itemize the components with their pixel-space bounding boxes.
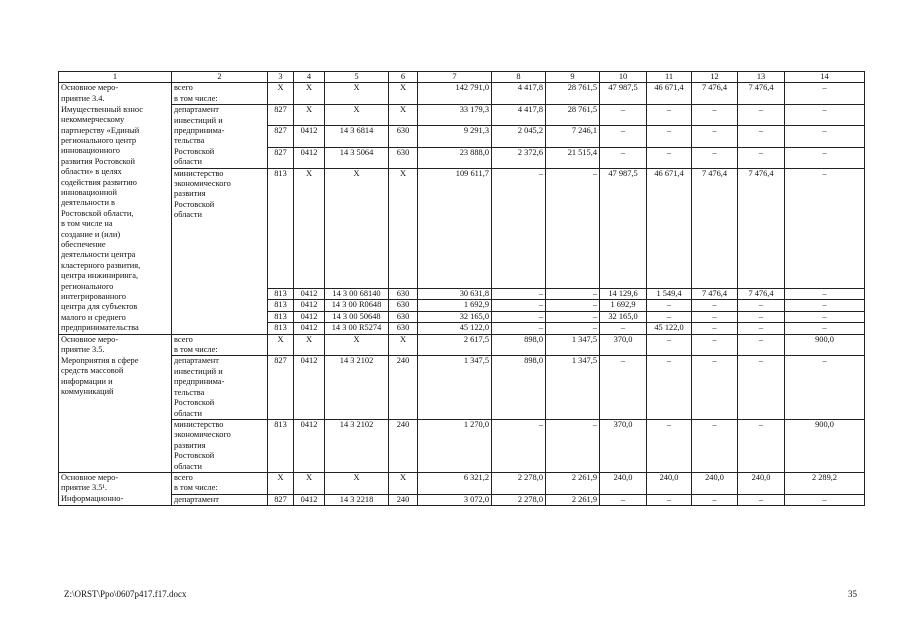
cell-col-9: 7 246,1 <box>546 126 600 147</box>
cell-col-6: 240 <box>389 494 418 505</box>
cell-text-line: Мероприятия в сфере <box>61 355 139 365</box>
cell-text-line: обеспечение <box>61 240 106 249</box>
cell-col-4: 0412 <box>294 494 325 505</box>
cell-col-8: 2 278,0 <box>492 472 546 494</box>
cell-col-13: – <box>738 334 785 356</box>
cell-text-line: регионального <box>61 281 114 291</box>
cell-text-line: в том числе: <box>174 345 218 355</box>
cell-col-5: Х <box>325 168 389 288</box>
cell-col-8: 898,0 <box>492 356 546 419</box>
cell-col-10: 370,0 <box>600 419 647 472</box>
cell-text-line: центра инжиниринга, <box>61 271 139 281</box>
cell-col-13: 7 476,4 <box>738 168 785 288</box>
header-col-3: 3 <box>268 72 294 83</box>
cell-col-13: – <box>738 147 785 168</box>
cell-col-14: – <box>785 289 865 300</box>
cell-col-13: – <box>738 300 785 311</box>
cell-col-12: – <box>692 494 738 505</box>
header-col-9: 9 <box>546 72 600 83</box>
cell-text-line: области <box>174 210 202 220</box>
cell-text-line: тельства <box>174 387 205 397</box>
header-col-11: 11 <box>647 72 692 83</box>
cell-col-6: Х <box>389 472 418 494</box>
cell-col-9: – <box>546 311 600 322</box>
cell-col-10: – <box>600 126 647 147</box>
cell-col-12: – <box>692 323 738 334</box>
cell-col-7: 3 072,0 <box>418 494 492 505</box>
cell-col-14: – <box>785 147 865 168</box>
cell-col-12: – <box>692 419 738 472</box>
cell-col-6: 630 <box>389 300 418 311</box>
cell-col-11: 45 122,0 <box>647 323 692 334</box>
cell-text-line: развития <box>174 440 206 450</box>
cell-col-9: 28 761,5 <box>546 105 600 126</box>
cell-col-7: 2 617,5 <box>418 334 492 356</box>
measure-3-5-1-description <box>59 494 172 505</box>
total-label <box>172 472 268 494</box>
cell-col-8: – <box>492 311 546 322</box>
cell-col-3: 827 <box>268 105 294 126</box>
cell-text-line: предпринима- <box>174 377 225 387</box>
cell-col-13: – <box>738 126 785 147</box>
cell-text-line: инновационной <box>61 187 117 197</box>
cell-col-5: 14 3 00 R5274 <box>325 323 389 334</box>
cell-text-line: средств массовой <box>61 366 124 376</box>
cell-text-line: Основное меро- <box>61 334 119 344</box>
table-row <box>59 168 865 288</box>
cell-text-line: Ростовской области, <box>61 208 134 218</box>
cell-text-line: Ростовской <box>174 146 215 156</box>
cell-col-7: 33 179,3 <box>418 105 492 126</box>
budget-table <box>58 71 865 506</box>
header-col-10: 10 <box>600 72 647 83</box>
cell-col-13: – <box>738 311 785 322</box>
header-col-1: 1 <box>59 72 172 83</box>
cell-col-8: – <box>492 289 546 300</box>
cell-col-9: 1 347,5 <box>546 334 600 356</box>
total-label <box>172 83 268 105</box>
cell-text-line: экономического <box>174 179 231 189</box>
cell-col-12: 7 476,4 <box>692 289 738 300</box>
cell-col-12: 7 476,4 <box>692 168 738 288</box>
cell-col-6: Х <box>389 83 418 105</box>
measure-3-4-description <box>59 105 172 334</box>
cell-text-line: области <box>174 157 202 167</box>
page-number: 35 <box>848 589 857 599</box>
cell-col-5: Х <box>325 334 389 356</box>
cell-text-line: департамент <box>174 494 219 504</box>
cell-text-line: области <box>174 461 202 471</box>
cell-col-4: 0412 <box>294 147 325 168</box>
table-row <box>59 419 865 472</box>
cell-col-11: – <box>647 356 692 419</box>
cell-col-4: Х <box>294 83 325 105</box>
measure-3-5-1-title <box>59 472 172 494</box>
cell-text-line: всего <box>174 83 193 93</box>
cell-col-3: Х <box>268 334 294 356</box>
cell-col-5: 14 3 00 68140 <box>325 289 389 300</box>
cell-col-3: Х <box>268 83 294 105</box>
cell-col-8: – <box>492 419 546 472</box>
cell-col-10: 14 129,6 <box>600 289 647 300</box>
cell-col-7: 9 291,3 <box>418 126 492 147</box>
cell-col-3: 813 <box>268 323 294 334</box>
header-col-6: 6 <box>389 72 418 83</box>
cell-text-line: области <box>174 408 202 418</box>
cell-col-10: – <box>600 356 647 419</box>
cell-col-10: 240,0 <box>600 472 647 494</box>
cell-col-14: – <box>785 83 865 105</box>
cell-col-11: – <box>647 419 692 472</box>
cell-col-3: 813 <box>268 419 294 472</box>
ministry-economic-label <box>172 168 268 334</box>
cell-col-5: 14 3 2218 <box>325 494 389 505</box>
cell-col-11: – <box>647 126 692 147</box>
cell-col-12: – <box>692 311 738 322</box>
cell-col-13: 240,0 <box>738 472 785 494</box>
cell-col-10: – <box>600 105 647 126</box>
cell-text-line: информации и <box>61 376 113 386</box>
department-label <box>172 494 268 505</box>
cell-text-line: некоммерческому <box>61 115 125 125</box>
measure-3-4-title <box>59 83 172 105</box>
cell-col-5: 14 3 2102 <box>325 419 389 472</box>
cell-col-6: 240 <box>389 419 418 472</box>
cell-col-3: 813 <box>268 300 294 311</box>
cell-col-4: 0412 <box>294 311 325 322</box>
cell-text-line: центра для субъектов <box>61 302 138 312</box>
cell-text-line: области» в целях <box>61 167 122 177</box>
cell-col-14: – <box>785 105 865 126</box>
header-col-12: 12 <box>692 72 738 83</box>
cell-col-8: 898,0 <box>492 334 546 356</box>
cell-text-line: Ростовской <box>174 451 215 461</box>
cell-col-4: 0412 <box>294 419 325 472</box>
header-col-14: 14 <box>785 72 865 83</box>
cell-col-5: 14 3 6814 <box>325 126 389 147</box>
cell-col-14: – <box>785 494 865 505</box>
cell-col-9: – <box>546 419 600 472</box>
cell-text-line: создание и (или) <box>61 229 121 239</box>
cell-col-5: 14 3 5064 <box>325 147 389 168</box>
cell-text-line: предпринимательства <box>61 323 139 333</box>
ministry-economic-label <box>172 419 268 472</box>
cell-col-4: Х <box>294 168 325 288</box>
cell-col-4: 0412 <box>294 356 325 419</box>
cell-col-7: 1 347,5 <box>418 356 492 419</box>
cell-col-6: 630 <box>389 147 418 168</box>
cell-col-7: 6 321,2 <box>418 472 492 494</box>
cell-col-6: 630 <box>389 289 418 300</box>
total-label <box>172 334 268 356</box>
cell-col-5: 14 3 2102 <box>325 356 389 419</box>
cell-col-14: – <box>785 126 865 147</box>
table-row <box>59 356 865 419</box>
cell-col-12: – <box>692 126 738 147</box>
cell-text-line: Основное меро- <box>61 472 119 482</box>
table-row <box>59 83 865 105</box>
cell-col-4: 0412 <box>294 300 325 311</box>
cell-text-line: интегрированного <box>61 292 126 302</box>
cell-col-7: 1 270,0 <box>418 419 492 472</box>
header-col-13: 13 <box>738 72 785 83</box>
cell-col-13: – <box>738 323 785 334</box>
cell-col-10: 47 987,5 <box>600 83 647 105</box>
cell-col-4: 0412 <box>294 126 325 147</box>
cell-text-line: партнерству «Единый <box>61 125 140 135</box>
cell-col-5: 14 3 00 R0648 <box>325 300 389 311</box>
cell-text-line: департамент <box>174 356 219 366</box>
cell-col-7: 109 611,7 <box>418 168 492 288</box>
cell-text-line: малого и среднего <box>61 312 126 322</box>
measure-3-5-title <box>59 334 172 356</box>
cell-col-14: – <box>785 356 865 419</box>
cell-text-line: коммуникаций <box>61 387 114 397</box>
cell-col-10: 370,0 <box>600 334 647 356</box>
cell-text-line: Основное меро- <box>61 83 119 93</box>
cell-col-6: 240 <box>389 356 418 419</box>
cell-col-8: 4 417,8 <box>492 105 546 126</box>
cell-col-13: – <box>738 419 785 472</box>
cell-col-10: 1 692,9 <box>600 300 647 311</box>
cell-text-line: министерство <box>174 168 224 178</box>
cell-col-4: 0412 <box>294 289 325 300</box>
cell-col-7: 23 888,0 <box>418 147 492 168</box>
header-col-7: 7 <box>418 72 492 83</box>
cell-col-3: 813 <box>268 168 294 288</box>
cell-col-13: 7 476,4 <box>738 83 785 105</box>
cell-col-3: 813 <box>268 311 294 322</box>
cell-col-6: 630 <box>389 311 418 322</box>
cell-col-9: – <box>546 323 600 334</box>
cell-text-line: инвестиций и <box>174 366 223 376</box>
table-row <box>59 494 865 505</box>
cell-col-9: – <box>546 168 600 288</box>
cell-col-9: 21 515,4 <box>546 147 600 168</box>
cell-col-9: – <box>546 289 600 300</box>
department-investment-label <box>172 105 268 168</box>
cell-col-3: 827 <box>268 126 294 147</box>
cell-text-line: приятие 3.5. <box>61 345 105 355</box>
cell-text-line: Ростовской <box>174 398 215 408</box>
cell-text-line: Ростовской <box>174 199 215 209</box>
cell-col-10: 32 165,0 <box>600 311 647 322</box>
cell-col-6: Х <box>389 334 418 356</box>
cell-col-8: 2 372,6 <box>492 147 546 168</box>
cell-col-9: 1 347,5 <box>546 356 600 419</box>
cell-col-6: Х <box>389 105 418 126</box>
cell-col-3: 813 <box>268 289 294 300</box>
cell-col-7: 32 165,0 <box>418 311 492 322</box>
cell-col-4: Х <box>294 472 325 494</box>
cell-col-7: 45 122,0 <box>418 323 492 334</box>
cell-col-11: – <box>647 494 692 505</box>
document-file-path: Z:\ORST\Ppo\0607p417.f17.docx <box>64 589 187 599</box>
cell-col-5: Х <box>325 83 389 105</box>
cell-col-7: 1 692,9 <box>418 300 492 311</box>
cell-col-9: 2 261,9 <box>546 472 600 494</box>
cell-col-4: Х <box>294 334 325 356</box>
header-col-8: 8 <box>492 72 546 83</box>
cell-text-line: предпринима- <box>174 126 225 136</box>
cell-text-line: кластерного развития, <box>61 260 141 270</box>
cell-text-line: приятие 3.4. <box>61 93 105 103</box>
cell-col-10: – <box>600 323 647 334</box>
cell-col-7: 30 631,8 <box>418 289 492 300</box>
cell-col-4: 0412 <box>294 323 325 334</box>
cell-col-14: – <box>785 300 865 311</box>
cell-text-line: инновационного <box>61 146 120 156</box>
cell-text-line: приятие 3.5¹. <box>61 483 108 493</box>
cell-col-14: 2 289,2 <box>785 472 865 494</box>
header-col-2: 2 <box>172 72 268 83</box>
cell-text-line: тельства <box>174 136 205 146</box>
cell-col-3: 827 <box>268 494 294 505</box>
cell-text-line: экономического <box>174 430 231 440</box>
cell-text-line: развития Ростовской <box>61 156 135 166</box>
cell-text-line: Имущественный взнос <box>61 104 143 114</box>
cell-col-12: 240,0 <box>692 472 738 494</box>
cell-col-8: 4 417,8 <box>492 83 546 105</box>
cell-col-14: 900,0 <box>785 419 865 472</box>
cell-text-line: регионального центр <box>61 135 137 145</box>
cell-text-line: всего <box>174 334 193 344</box>
cell-col-13: – <box>738 494 785 505</box>
cell-col-11: – <box>647 334 692 356</box>
cell-text-line: деятельности в <box>61 198 115 208</box>
cell-text-line: департамент <box>174 105 219 115</box>
cell-col-3: Х <box>268 472 294 494</box>
cell-col-11: 1 549,4 <box>647 289 692 300</box>
cell-text-line: развития <box>174 189 206 199</box>
cell-col-12: – <box>692 300 738 311</box>
header-col-4: 4 <box>294 72 325 83</box>
cell-col-12: 7 476,4 <box>692 83 738 105</box>
cell-col-12: – <box>692 334 738 356</box>
cell-col-5: Х <box>325 472 389 494</box>
cell-col-12: – <box>692 105 738 126</box>
cell-col-12: – <box>692 147 738 168</box>
cell-col-9: – <box>546 300 600 311</box>
cell-col-13: – <box>738 356 785 419</box>
measure-3-5-description <box>59 356 172 472</box>
cell-col-11: 46 671,4 <box>647 168 692 288</box>
table-row <box>59 472 865 494</box>
cell-col-11: 46 671,4 <box>647 83 692 105</box>
cell-col-8: – <box>492 300 546 311</box>
cell-col-11: 240,0 <box>647 472 692 494</box>
cell-col-8: – <box>492 168 546 288</box>
cell-col-5: Х <box>325 105 389 126</box>
cell-col-8: 2 278,0 <box>492 494 546 505</box>
cell-col-3: 827 <box>268 356 294 419</box>
cell-col-13: 7 476,4 <box>738 289 785 300</box>
cell-text-line: Информационно- <box>61 494 124 504</box>
cell-text-line: всего <box>174 472 193 482</box>
cell-col-14: – <box>785 311 865 322</box>
cell-col-6: Х <box>389 168 418 288</box>
column-number-row <box>59 72 865 83</box>
cell-text-line: в том числе на <box>61 219 113 229</box>
cell-col-11: – <box>647 300 692 311</box>
cell-col-6: 630 <box>389 126 418 147</box>
cell-text-line: министерство <box>174 419 224 429</box>
cell-text-line: содействия развитию <box>61 177 137 187</box>
cell-col-11: – <box>647 147 692 168</box>
cell-col-14: – <box>785 323 865 334</box>
cell-col-5: 14 3 00 50648 <box>325 311 389 322</box>
cell-col-8: 2 045,2 <box>492 126 546 147</box>
cell-col-14: – <box>785 168 865 288</box>
cell-col-11: – <box>647 105 692 126</box>
cell-col-10: – <box>600 147 647 168</box>
cell-col-11: – <box>647 311 692 322</box>
cell-col-9: 28 761,5 <box>546 83 600 105</box>
cell-col-10: 47 987,5 <box>600 168 647 288</box>
cell-col-3: 827 <box>268 147 294 168</box>
cell-text-line: в том числе: <box>174 93 218 103</box>
department-investment-label <box>172 356 268 419</box>
cell-col-9: 2 261,9 <box>546 494 600 505</box>
table-row <box>59 105 865 126</box>
cell-col-14: 900,0 <box>785 334 865 356</box>
cell-text-line: в том числе: <box>174 483 218 493</box>
cell-col-12: – <box>692 356 738 419</box>
cell-col-8: – <box>492 323 546 334</box>
table-row <box>59 334 865 356</box>
cell-text-line: инвестиций и <box>174 115 223 125</box>
cell-col-13: – <box>738 105 785 126</box>
cell-col-6: 630 <box>389 323 418 334</box>
header-col-5: 5 <box>325 72 389 83</box>
cell-col-10: – <box>600 494 647 505</box>
cell-text-line: деятельности центра <box>61 250 136 260</box>
cell-col-4: Х <box>294 105 325 126</box>
cell-col-7: 142 791,0 <box>418 83 492 105</box>
